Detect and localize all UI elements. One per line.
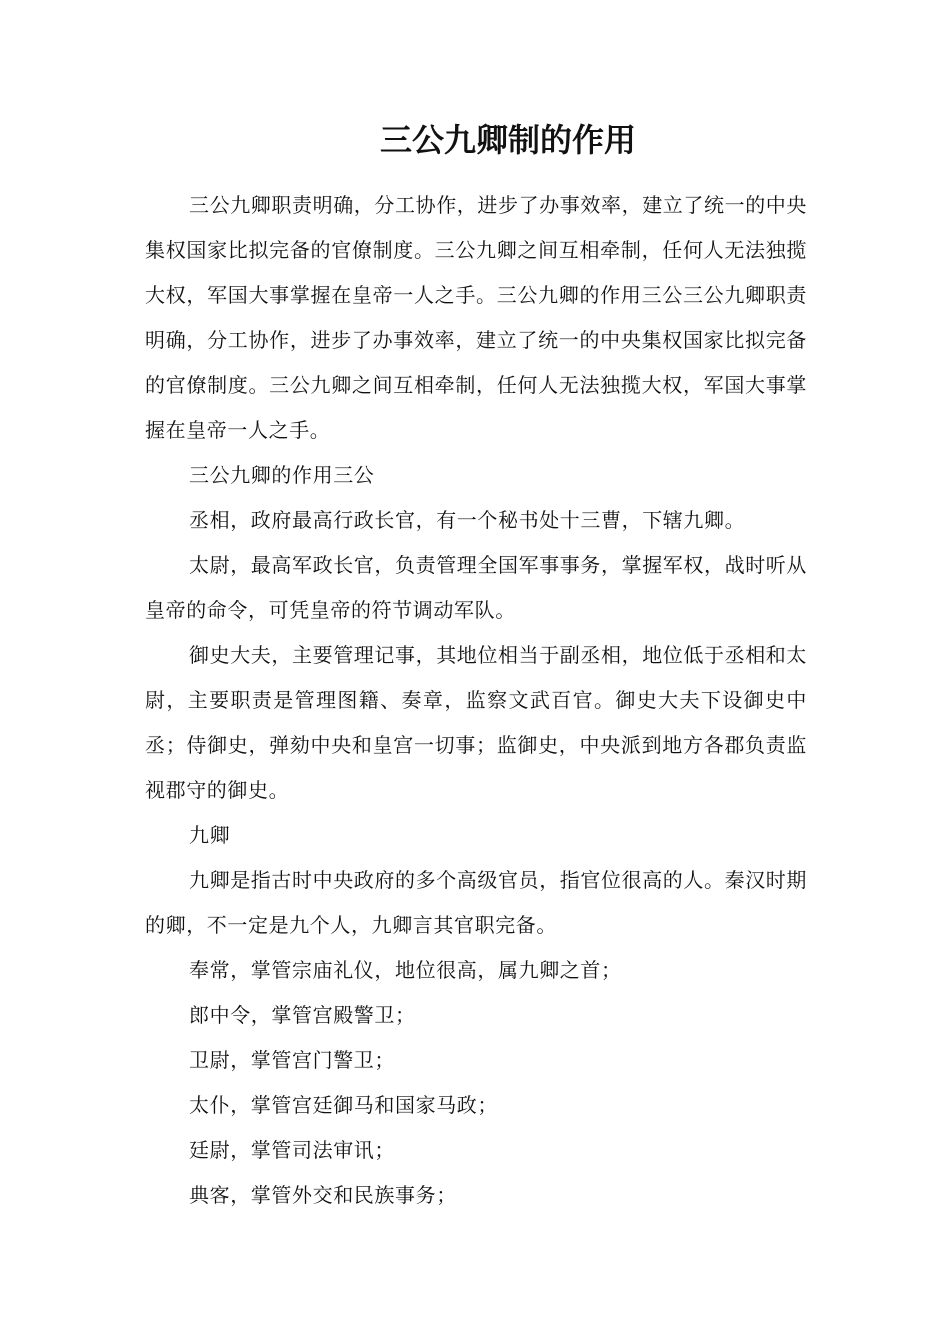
paragraph-taiwei: 太尉，最高军政长官，负责管理全国军事事务，掌握军权，战时听从皇帝的命令，可凭皇帝的符节调动军队。 <box>145 553 807 622</box>
paragraph-langzhongling: 郎中令，掌管宫殿警卫； <box>189 1003 416 1027</box>
paragraph-dianke: 典客，掌管外交和民族事务； <box>189 1183 457 1207</box>
paragraph-jiuqing-intro: 九卿是指古时中央政府的多个高级官员，指官位很高的人。秦汉时期的卿，不一定是九个人，九卿言其官职完备。 <box>145 868 807 937</box>
paragraph-fengchang: 奉常，掌管宗庙礼仪，地位很高，属九卿之首； <box>189 958 622 982</box>
paragraph-chengxiang: 丞相，政府最高行政长官，有一个秘书处十三曹，下辖九卿。 <box>189 508 746 532</box>
paragraph-yushidafu: 御史大夫，主要管理记事，其地位相当于副丞相，地位低于丞相和太尉，主要职责是管理图籍、奏章，监察文武百官。御史大夫下设御史中丞；侍御史，弹劾中央和皇宫一切事；监御史，中央派到地方各郡负责监视郡守的御史。 <box>145 643 807 802</box>
paragraph-intro: 三公九卿职责明确，分工协作，进步了办事效率，建立了统一的中央集权国家比拟完备的官僚制度。三公九卿之间互相牵制，任何人无法独揽大权，军国大事掌握在皇帝一人之手。三公九卿的作用三公三公九卿职责明确，分工协作，进步了办事效率，建立了统一的中央集权国家比拟完备的官僚制度。三公九卿之间互相牵制，任何人无法独揽大权，军国大事掌握在皇帝一人之手。 <box>145 193 807 442</box>
paragraph-weiwei: 卫尉，掌管宫门警卫； <box>189 1048 395 1072</box>
document-title: 三公九卿制的作用 <box>379 121 636 159</box>
paragraph-heading-jiuqing: 九卿 <box>189 823 231 847</box>
paragraph-taipu: 太仆，掌管宫廷御马和国家马政； <box>189 1093 498 1117</box>
paragraph-tingwei: 廷尉，掌管司法审讯； <box>189 1138 395 1162</box>
document-body <box>145 183 807 1218</box>
paragraph-heading-sangong: 三公九卿的作用三公 <box>189 463 375 487</box>
